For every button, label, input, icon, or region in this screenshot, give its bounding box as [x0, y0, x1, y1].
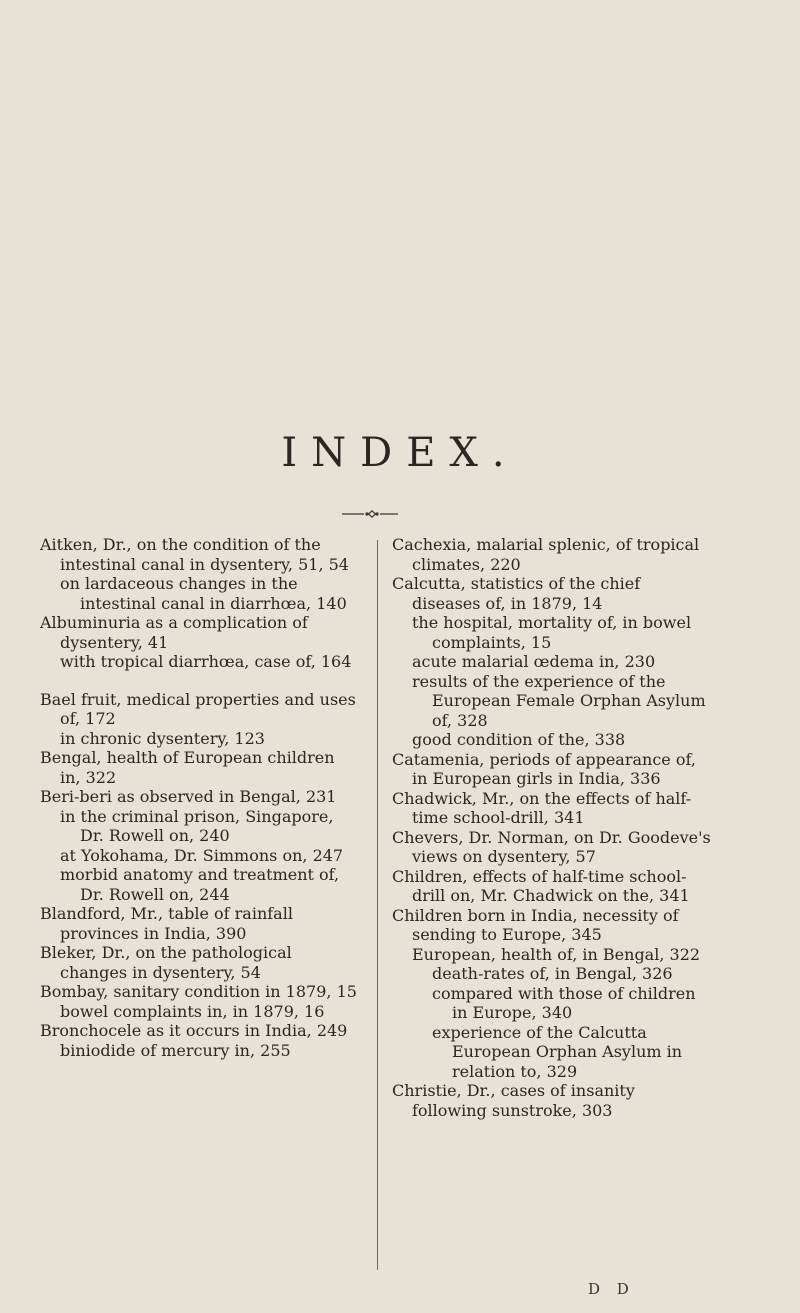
- signature-mark: D D: [588, 1280, 635, 1298]
- index-entry: Albuminuria as a complication of dysentery, 41: [40, 613, 308, 652]
- index-column-right: [392, 535, 712, 1120]
- index-subentry: in chronic dysentery, 123: [60, 728, 265, 748]
- index-entry: Children born in India, necessity of sending to Europe, 345: [392, 905, 679, 944]
- index-subentry: death-rates of, in Bengal, 326: [432, 964, 673, 983]
- index-subentry: morbid anatomy and treatment of, Dr. Rowell on, 244: [60, 865, 340, 904]
- index-subentry: European, health of, in Bengal, 322: [412, 944, 701, 964]
- index-subentry: biniodide of mercury in, 255: [60, 1040, 291, 1060]
- index-entry: Chevers, Dr. Norman, on Dr. Goodeve's views on dysentery, 57: [392, 827, 711, 866]
- index-entry: Bengal, health of European children in, 322: [40, 748, 335, 787]
- index-subentry: acute malarial œdema in, 230: [412, 652, 656, 671]
- index-column-left: [40, 535, 360, 1060]
- index-subentry: the hospital, mortality of, in bowel complaints, 15: [412, 613, 692, 652]
- index-subentry: experience of the Calcutta European Orphan Asylum in relation to, 329: [432, 1022, 683, 1081]
- index-entry: Bronchocele as it occurs in India, 249: [40, 1021, 348, 1040]
- index-subentry: with tropical diarrhœa, case of, 164: [60, 652, 352, 671]
- index-subentry: at Yokohama, Dr. Simmons on, 247: [60, 845, 344, 865]
- index-entry: Calcutta, statistics of the chief diseases of, in 1879, 14: [392, 574, 641, 613]
- index-entry: Bombay, sanitary condition in 1879, 15: [40, 982, 357, 1001]
- index-entry: Chadwick, Mr., on the effects of half-time school-drill, 341: [392, 788, 692, 827]
- index-entry: Children, effects of half-time school-drill on, Mr. Chadwick on the, 341: [392, 866, 690, 905]
- column-divider: [377, 540, 378, 1270]
- index-subentry: on lardaceous changes in the intestinal canal in diarrhœa, 140: [60, 574, 347, 613]
- index-subentry: in the criminal prison, Singapore, Dr. Rowell on, 240: [60, 806, 334, 845]
- page-title: INDEX.: [281, 430, 519, 476]
- index-subentry: results of the experience of the European Female Orphan Asylum of, 328: [412, 671, 706, 730]
- index-entry: Beri-beri as observed in Bengal, 231: [40, 787, 337, 806]
- index-entry: Cachexia, malarial splenic, of tropical climates, 220: [392, 535, 700, 574]
- index-subentry: bowel complaints in, in 1879, 16: [60, 1001, 325, 1021]
- index-entry: Bleker, Dr., on the pathological changes in dysentery, 54: [40, 943, 292, 982]
- index-entry: Bael fruit, medical properties and uses of, 172: [40, 689, 356, 728]
- index-entry: Aitken, Dr., on the condition of the intestinal canal in dysentery, 51, 54: [40, 535, 349, 574]
- index-entry: Catamenia, periods of appearance of, in European girls in India, 336: [392, 749, 696, 788]
- title-ornament: [340, 510, 400, 518]
- index-subentry: compared with those of children in Europe, 340: [432, 983, 696, 1022]
- index-entry: Christie, Dr., cases of insanity following sunstroke, 303: [392, 1081, 635, 1120]
- index-subentry: good condition of the, 338: [412, 730, 626, 749]
- index-entry: Blandford, Mr., table of rainfall provinces in India, 390: [40, 904, 293, 943]
